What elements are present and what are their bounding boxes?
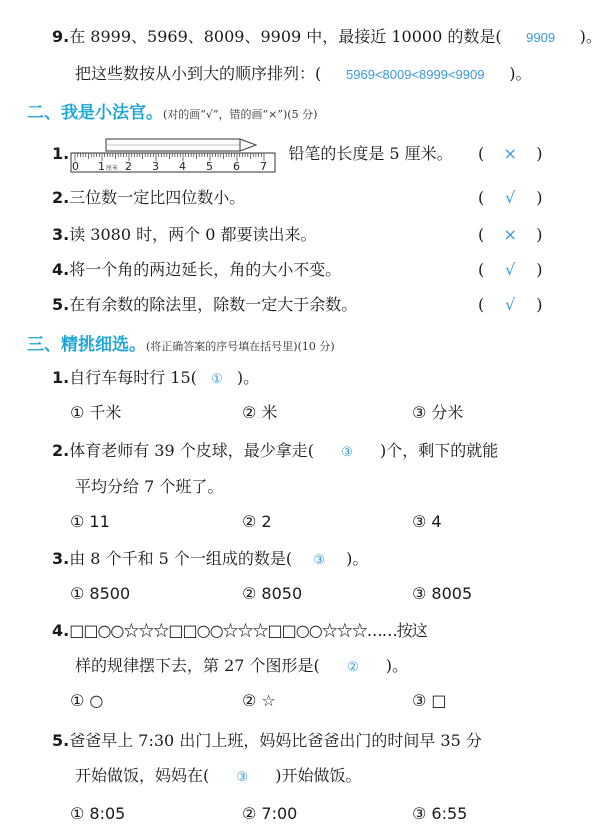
- ruler-label-1: 1: [98, 160, 105, 173]
- choice-q4: [52, 620, 427, 642]
- choice-q1-answer: ①: [211, 371, 223, 386]
- choice-q3-answer: ③: [313, 552, 325, 567]
- choice-q5: [52, 730, 482, 752]
- q9-answer-2: 5969<8009<8999<9909: [346, 67, 485, 82]
- choice-q3-number: 3.: [52, 549, 70, 568]
- section2-note: (对的画“√”，错的画“×”)(5 分): [163, 108, 318, 121]
- judge-number-1: 1.: [52, 144, 70, 163]
- ruler-label-3: 3: [152, 160, 159, 173]
- q9-close-2: )。: [509, 64, 532, 83]
- ruler-label-2: 2: [125, 160, 132, 173]
- judge-close-1: ): [536, 144, 543, 163]
- choice-q2-number: 2.: [52, 441, 70, 460]
- ruler-label-7: 7: [260, 160, 267, 173]
- choice-q1-text: 自行车每时行 15(: [69, 368, 197, 387]
- choice-q1-option-1[interactable]: ① 千米: [70, 403, 122, 422]
- choice-q4-option-1[interactable]: ① ○: [70, 691, 104, 710]
- section2-title: 二、我是小法官。: [27, 103, 163, 123]
- q9-answer-1: 9909: [526, 30, 556, 45]
- choice-q2-option-1[interactable]: ① 11: [70, 512, 110, 531]
- judge-item-5: [52, 294, 357, 316]
- choice-q5-answer: ③: [236, 769, 249, 784]
- judge-bracket-4[interactable]: [478, 259, 543, 281]
- judge-mark-2: √: [505, 188, 516, 207]
- judge-number-3: 3.: [52, 225, 70, 244]
- choice-q5-option-1[interactable]: ① 8:05: [70, 804, 126, 823]
- choice-q1-number: 1.: [52, 368, 70, 387]
- choice-q4-text-2: 样的规律摆下去，第 27 个图形是(: [75, 656, 320, 675]
- choice-q4-option-3[interactable]: ③ □: [412, 691, 447, 710]
- judge-bracket-3[interactable]: [478, 224, 543, 246]
- choice-q3-option-3[interactable]: ③ 8005: [412, 584, 473, 603]
- judge-mark-4: √: [505, 260, 516, 279]
- judge-open-3: (: [478, 225, 485, 244]
- choice-q3-text: 由 8 个千和 5 个一组成的数是(: [69, 549, 293, 568]
- q9-line2: [75, 63, 532, 86]
- judge-open-5: (: [478, 295, 485, 314]
- choice-q4-answer: ②: [346, 659, 359, 674]
- choice-q2-option-2[interactable]: ② 2: [242, 512, 272, 531]
- choice-q1: [52, 367, 259, 390]
- q9-text-2: 把这些数按从小到大的顺序排列：(: [75, 64, 322, 83]
- judge-close-2: ): [536, 188, 543, 207]
- q9-number: 9.: [52, 27, 70, 46]
- judge-text-3: 读 3080 时，两个 0 都要读出来。: [69, 225, 317, 244]
- choice-q5-text-2: 开始做饭，妈妈在(: [75, 766, 210, 785]
- judge-bracket-1[interactable]: [478, 143, 543, 165]
- ruler-label-0: 0: [72, 160, 79, 173]
- q9-line1: [52, 26, 602, 49]
- judge-item-1: [52, 143, 453, 165]
- judge-mark-5: √: [505, 295, 516, 314]
- judge-text-4: 将一个角的两边延长，角的大小不变。: [69, 260, 342, 279]
- ruler-label-cm: 厘米: [106, 165, 119, 172]
- choice-q3: [52, 548, 368, 571]
- judge-number-5: 5.: [52, 295, 70, 314]
- choice-q5-text: 爸爸早上 7:30 出门上班，妈妈比爸爸出门的时间早 35 分: [69, 731, 482, 750]
- judge-close-5: ): [536, 295, 543, 314]
- judge-bracket-5[interactable]: [478, 294, 543, 316]
- ruler-label-5: 5: [206, 160, 213, 173]
- choice-q4-option-2[interactable]: ② ☆: [242, 691, 276, 710]
- section3-title: 三、精挑细选。: [27, 335, 146, 355]
- judge-open-1: (: [478, 144, 485, 163]
- judge-number-2: 2.: [52, 188, 70, 207]
- judge-text-2: 三位数一定比四位数小。: [69, 188, 246, 207]
- choice-q4-number: 4.: [52, 621, 70, 640]
- choice-q4-text: □□○○☆☆☆□□○○☆☆☆□□○○☆☆☆……按这: [69, 621, 427, 640]
- choice-q3-close: )。: [346, 549, 369, 568]
- judge-close-3: ): [536, 225, 543, 244]
- choice-q5-close: )开始做饭。: [275, 766, 362, 785]
- judge-item-4: [52, 259, 341, 281]
- judge-open-2: (: [478, 188, 485, 207]
- choice-q3-option-2[interactable]: ② 8050: [242, 584, 303, 603]
- choice-q2-option-3[interactable]: ③ 4: [412, 512, 442, 531]
- section3-heading: [27, 330, 335, 355]
- choice-q5-number: 5.: [52, 731, 70, 750]
- choice-q5-line2: [75, 765, 362, 788]
- judge-number-4: 4.: [52, 260, 70, 279]
- judge-item-2: [52, 187, 245, 209]
- choice-q5-option-2[interactable]: ② 7:00: [242, 804, 298, 823]
- choice-q1-option-2[interactable]: ② 米: [242, 403, 278, 422]
- choice-q1-option-3[interactable]: ③ 分米: [412, 403, 464, 422]
- judge-close-4: ): [536, 260, 543, 279]
- judge-mark-3: ×: [503, 225, 517, 244]
- choice-q3-option-1[interactable]: ① 8500: [70, 584, 131, 603]
- judge-item-3: [52, 224, 316, 246]
- judge-mark-1: ×: [503, 144, 517, 163]
- q9-close-1: )。: [579, 27, 602, 46]
- choice-q2: [52, 440, 498, 463]
- section2-heading: [27, 98, 317, 123]
- choice-q2-close: )个，剩下的就能: [380, 441, 499, 460]
- choice-q4-line2: [75, 655, 408, 678]
- choice-q2-line2: 平均分给 7 个班了。: [75, 477, 224, 496]
- ruler-label-6: 6: [233, 160, 240, 173]
- judge-text-1: 铅笔的长度是 5 厘米。: [288, 144, 453, 163]
- judge-open-4: (: [478, 260, 485, 279]
- choice-q1-close: )。: [236, 368, 260, 387]
- judge-bracket-2[interactable]: [478, 187, 543, 209]
- section3-note: (将正确答案的序号填在括号里)(10 分): [146, 340, 335, 353]
- choice-q5-option-3[interactable]: ③ 6:55: [412, 804, 468, 823]
- q9-text-1: 在 8999、5969、8009、9909 中，最接近 10000 的数是(: [69, 27, 502, 46]
- judge-text-5: 在有余数的除法里，除数一定大于余数。: [69, 295, 358, 314]
- choice-q4-close: )。: [385, 656, 409, 675]
- choice-q2-answer: ③: [341, 444, 353, 459]
- ruler-label-4: 4: [179, 160, 186, 173]
- choice-q2-text: 体育老师有 39 个皮球，最少拿走(: [69, 441, 314, 460]
